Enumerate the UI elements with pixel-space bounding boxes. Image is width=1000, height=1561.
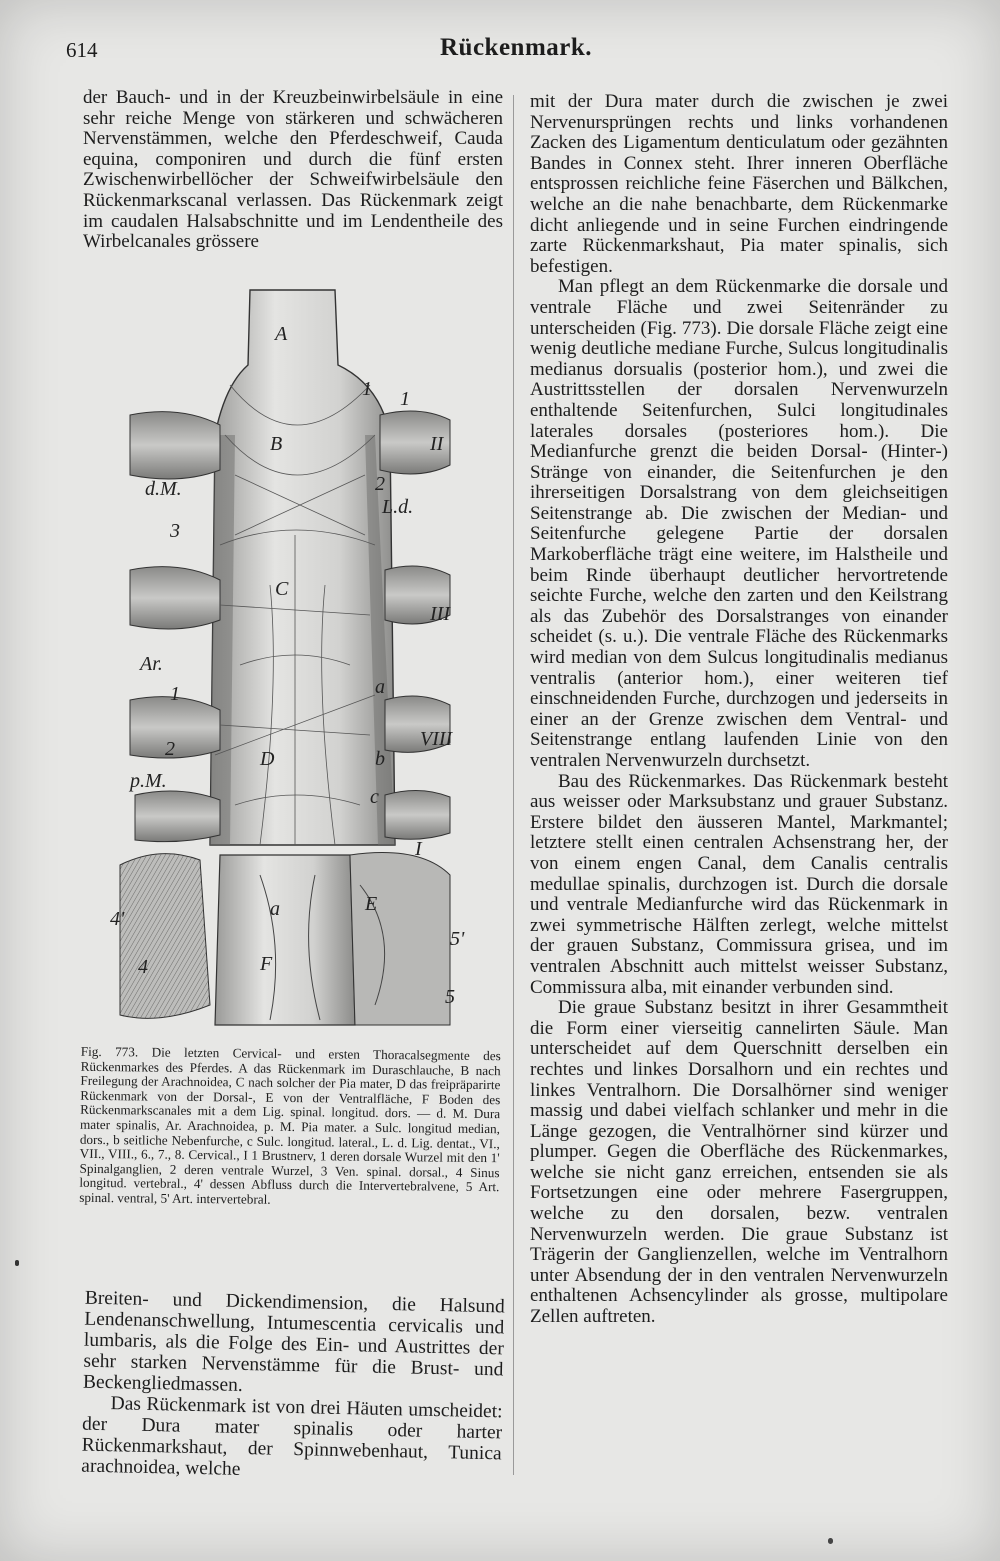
column-divider [513, 95, 514, 1475]
left-lower-paragraph-1: Breiten- und Dickendimension, die Halsund Lendenanschwellung, Intumescentia cervicalis und lumbaris, als die Folge des Ein- und Austrittes der sehr starken Nervenstämme für die Brust- und Beckengliedmassen. [82, 1287, 505, 1396]
right-paragraph-2: Man pflegt an dem Rückenmarke die dorsale und ventrale Fläche und zwei Seitenränder zu unterscheiden (Fig. 773). Die dorsale Fläche zeigt eine wenig deutliche mediane Furche, Sulcus longitudinalis medianus dorsualis (posterior hom.), und zwei die Austrittsstellen der dorsalen Nervenwurzeln enthaltende Seitenfurchen, Sulci longitudinales laterales dorsales (posteriores hom.). Die Medianfurche grenzt die beiden Dorsal- (Hinter-) Stränge von einander, die Seitenfurchen je den ihrerseitigen Dorsalstrang von dem gleichseitigen Seitenstrange ab. Die zwischen der Median- und Seitenfurche gelegene Partie der dorsalen Markoberfläche trägt eine weitere, im Halstheile und beim Rinde überhaupt deutlicher hervortretende seichte Furche, welche den zarten und den Keilstrang als das Zubehör des Dorsalstranges von einander scheidet (s. u.). Die ventrale Fläche des Rückenmarks wird median von dem Sulcus longitudinalis medianus ventralis (anterior hom.), einer weiteren tief einschneidenden Furche, durchzogen und jederseits in einer an der Grenze zwischen dem Ventral- und Seitenstrange entlang laufenden Linie von den ventralen Nervenwurzeln durchsetzt. [530, 276, 948, 771]
fig-label-Ld: L.d. [382, 496, 414, 518]
fig-label-III: III [430, 603, 450, 625]
fig-label-D: D [260, 748, 275, 770]
figure-caption: Fig. 773. Die letzten Cervical- und ersten Thoracalsegmente des Rückenmarkes des Pferdes. A das Rückenmark im Duraschlauche, B nach Freilegung der Arachnoidea, C nach solcher der Pia mater, D das freipräparirte Rückenmark von der Dorsal-, E von der Ventralfläche, F Boden des Rückenmarkscanales mit a dem Lig. spinal. longitud. dors. — d. M. Dura mater spinalis, Ar. Arachnoidea, p. M. Pia mater. a Sulc. longitud median, dors., b seitliche Nebenfurche, c Sulc. longitud. lateral., L. d. Lig. dentat., VI., VII., VIII., 6., 7., 8. Cervical., I 1 Brustnerv, 1 deren dorsale Wurzel mit den 1' Spinalganglien, 2 deren ventrale Wurzel, 3 Ven. spinal. dorsal., 4 Sinus longitud. vertebral., 4' dessen Abfluss durch die Intervertebralvene, 5 Art. spinal. ventral, 5' Art. intervertebral. [79, 1043, 501, 1207]
fig-label-E: E [365, 893, 378, 915]
ink-speck [828, 1538, 833, 1544]
fig-label-5-prime: 5' [450, 928, 465, 950]
ink-speck [15, 1260, 19, 1266]
left-column [83, 88, 503, 253]
fig-label-pM: p.M. [130, 770, 167, 792]
figure-spinal-cord [110, 285, 470, 1045]
right-paragraph-4: Die graue Substanz besitzt in ihrer Gesammtheit die Form einer vierseitig cannelirten Säule. Man unterscheidet auf dem Querschnitt derselben ein rechtes und linkes Dorsalhorn und ein rechtes und linkes Ventralhorn. Die Dorsalhörner sind weniger massig und dabei vielfach schlanker und mehr in die Länge gezogen, die Ventralhörner sind kürzer und plumper. Gegen die Oberfläche des Rückenmarkes, welche sie nicht ganz erreichen, entsenden sie als Fortsetzungen eine oder mehrere Fasergruppen, welche zu den dorsalen, bezw. ventralen Nervenwurzeln werden. Die graue Substanz ist Trägerin der Ganglienzellen, welche im Ventralhorn unter Absendung der in den ventralen Nervenwurzeln enthaltenen Achsencylinder als grosse, multipolare Zellen auftreten. [530, 997, 948, 1328]
fig-label-c: c [370, 786, 379, 808]
fig-label-3: 3 [170, 520, 180, 542]
page-number: 614 [66, 38, 98, 62]
fig-label-F: F [260, 953, 273, 975]
right-column [530, 92, 948, 1328]
fig-label-1c: 1 [170, 683, 180, 705]
right-paragraph-1: mit der Dura mater durch die zwischen je zwei Nervenursprüngen rechts und links vorhandenen Zacken des Ligamentum denticulatum oder gezähnten Bandes in Connex steht. Ihrer inneren Oberfläche entsprossen reichliche feine Fäserchen und Bälkchen, welche an die nahe benachbarte, dem Rückenmarke dicht anliegende und in seine Furchen eindringende zarte Rückenmarkshaut, Pia mater spinalis, sich befestigen. [530, 91, 948, 277]
fig-label-VIII: VIII [420, 728, 453, 750]
fig-label-Ar: Ar. [140, 653, 163, 675]
fig-label-I: I [415, 838, 422, 860]
fig-label-A: A [275, 323, 288, 345]
fig-label-II: II [430, 433, 444, 455]
fig-label-5: 5 [445, 986, 455, 1008]
fig-label-1b: 1 [400, 388, 410, 410]
left-lower-paragraph-2: Das Rückenmark ist von drei Häuten umscheidet: der Dura mater spinalis oder harter Rückenmarkshaut, der Spinnwebenhaut, Tunica arachnoidea, welche [81, 1393, 503, 1480]
fig-label-4-prime: 4' [110, 908, 125, 930]
left-lower-text [81, 1288, 505, 1486]
fig-label-a-upper: a [375, 676, 385, 698]
fig-label-a-lower: a [270, 898, 280, 920]
spinal-cord-illustration [110, 285, 470, 1045]
fig-label-dM: d.M. [145, 478, 182, 500]
running-head: Rückenmark. [440, 34, 593, 61]
fig-label-4: 4 [138, 956, 148, 978]
fig-label-C: C [275, 578, 289, 600]
fig-label-2b: 2 [165, 738, 175, 760]
fig-label-b: b [375, 748, 385, 770]
right-paragraph-3: Bau des Rückenmarkes. Das Rückenmark besteht aus weisser oder Marksubstanz und grauer Substanz. Erstere bildet den äusseren Mantel, Markmantel; letztere stellt einen centralen Achsenstrang her, der von einem engen Canal, dem Canalis centralis medullae spinalis, durchzogen ist. Durch die dorsale und ventrale Medianfurche wird das Rückenmark in zwei symmetrische Hälften zerlegt, welche mittelst der grauen Substanz, Commissura grisea, und im ventralen Abschnitt auch mittelst weisser Substanz, Commissura alba, mit einander verbunden sind. [530, 770, 948, 998]
left-top-paragraph: der Bauch- und in der Kreuzbeinwirbelsäule in eine sehr reiche Menge von stärkeren und schwächeren Nervenstämmen, welche den Pferdeschweif, Cauda equina, componiren und durch die fünf ersten Zwischenwirbellöcher der Schweifwirbelsäule den Rückenmarkscanal verlassen. Das Rückenmark zeigt im caudalen Halsabschnitte und im Lendentheile des Wirbelcanales grössere [83, 87, 503, 253]
fig-label-2a: 2 [375, 473, 385, 495]
fig-label-1a: 1 [362, 378, 372, 400]
fig-label-B: B [270, 433, 283, 455]
